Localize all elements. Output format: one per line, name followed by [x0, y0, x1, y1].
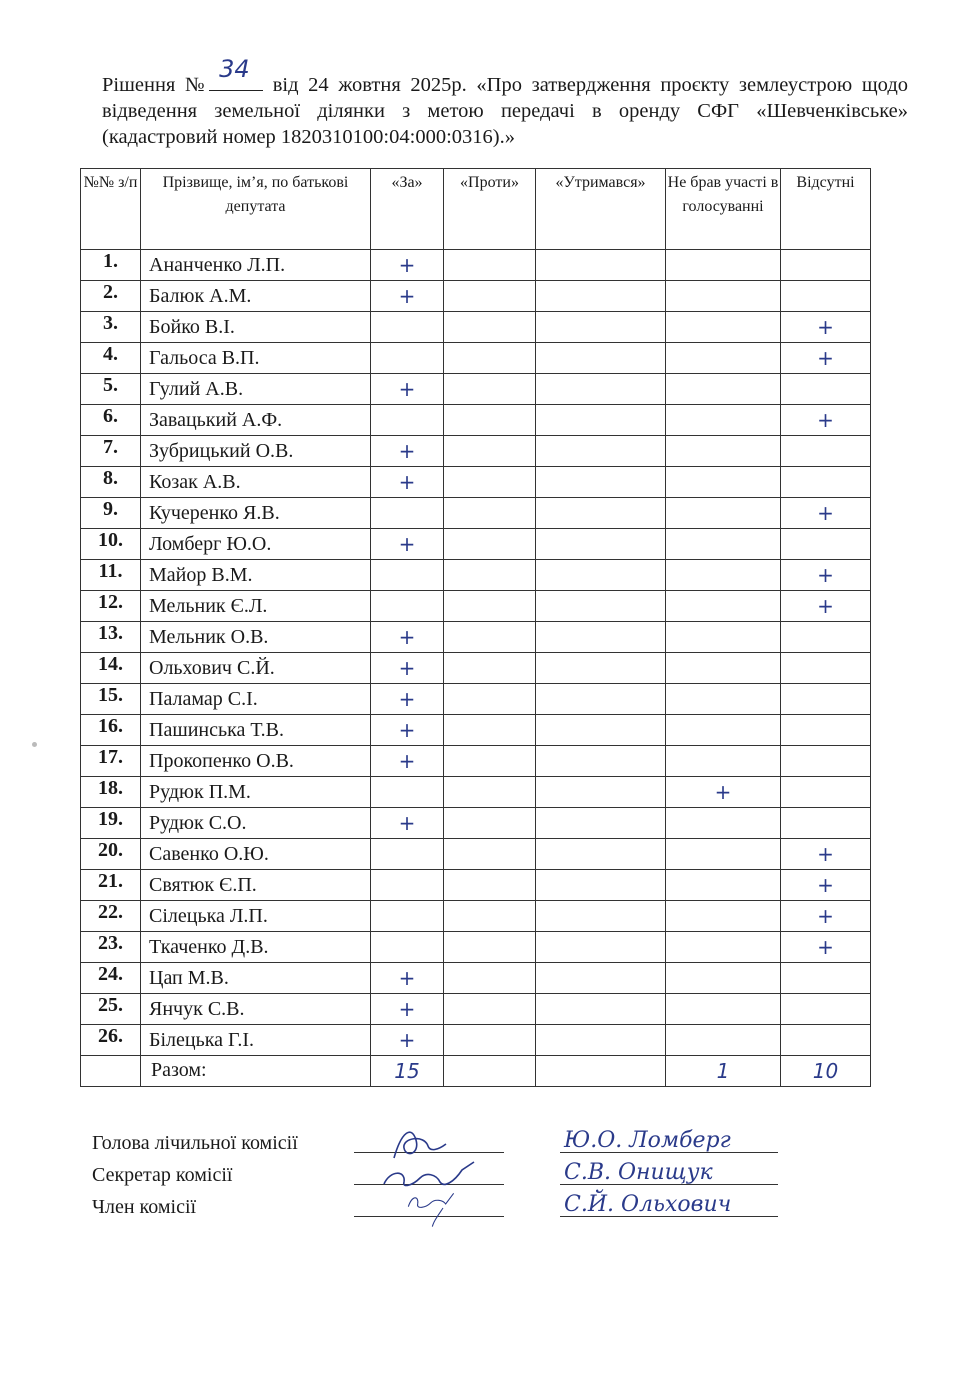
- table-row: [81, 684, 871, 715]
- vote-absent-cell: +: [781, 312, 871, 343]
- vote-absent-cell: +: [781, 591, 871, 622]
- deputy-name: Рудюк С.О.: [141, 808, 371, 839]
- vote-against-cell: [444, 312, 536, 343]
- table-row: [81, 343, 871, 374]
- table-row: [81, 622, 871, 653]
- table-row: [81, 405, 871, 436]
- vote-abstain-cell: [536, 963, 666, 994]
- vote-not-voting-cell: [666, 901, 781, 932]
- header-name: Прізвище, ім’я, по батькові депутата: [141, 169, 371, 250]
- vote-not-voting-cell: +: [666, 777, 781, 808]
- row-number: 12.: [81, 591, 141, 622]
- vote-against-cell: [444, 529, 536, 560]
- vote-against-cell: [444, 653, 536, 684]
- deputy-name: Козак А.В.: [141, 467, 371, 498]
- vote-for-cell: [371, 343, 444, 374]
- vote-abstain-cell: [536, 932, 666, 963]
- vote-absent-cell: [781, 963, 871, 994]
- signatory-name: Ю.О. Ломберг: [564, 1128, 731, 1153]
- vote-abstain-cell: [536, 374, 666, 405]
- vote-against-cell: [444, 560, 536, 591]
- vote-not-voting-cell: [666, 1025, 781, 1056]
- deputy-name: Цап М.В.: [141, 963, 371, 994]
- vote-against-cell: [444, 405, 536, 436]
- total-not-voting: 1: [666, 1056, 781, 1087]
- table-row: [81, 653, 871, 684]
- vote-for-cell: [371, 901, 444, 932]
- deputy-name: Ольхович С.Й.: [141, 653, 371, 684]
- row-number: 4.: [81, 343, 141, 374]
- vote-for-cell: [371, 405, 444, 436]
- table-row: [81, 932, 871, 963]
- total-row: [81, 1056, 871, 1087]
- deputy-name: Пашинська Т.В.: [141, 715, 371, 746]
- vote-for-cell: +: [371, 653, 444, 684]
- deputy-name: Білецька Г.І.: [141, 1025, 371, 1056]
- vote-abstain-cell: [536, 281, 666, 312]
- vote-against-cell: [444, 467, 536, 498]
- deputy-name: Кучеренко Я.В.: [141, 498, 371, 529]
- vote-against-cell: [444, 839, 536, 870]
- table-body: [81, 250, 871, 1056]
- vote-for-cell: +: [371, 994, 444, 1025]
- vote-for-cell: +: [371, 529, 444, 560]
- row-number: 3.: [81, 312, 141, 343]
- row-number: 5.: [81, 374, 141, 405]
- signature-role: Секретар комісії: [92, 1164, 233, 1186]
- table-row: [81, 312, 871, 343]
- vote-abstain-cell: [536, 901, 666, 932]
- decision-text: від 24 жовтня 2025р. «Про затвердження проєкту землеустрою щодо відведення земельної ділянки з метою передачі в оренду СФГ «Шевченківське» (кадастровий номер 1820310100:04:000:0316).»: [102, 74, 908, 148]
- row-number: 14.: [81, 653, 141, 684]
- handwritten-signature: [354, 1188, 504, 1228]
- vote-against-cell: [444, 901, 536, 932]
- vote-for-cell: [371, 777, 444, 808]
- deputy-name: Прокопенко О.В.: [141, 746, 371, 777]
- table-row: [81, 870, 871, 901]
- vote-abstain-cell: [536, 777, 666, 808]
- vote-not-voting-cell: [666, 653, 781, 684]
- total-for: 15: [371, 1056, 444, 1087]
- vote-for-cell: +: [371, 684, 444, 715]
- signature-role: Член комісії: [92, 1196, 197, 1218]
- vote-absent-cell: [781, 808, 871, 839]
- table-row: [81, 250, 871, 281]
- vote-absent-cell: +: [781, 932, 871, 963]
- vote-against-cell: [444, 1025, 536, 1056]
- vote-not-voting-cell: [666, 932, 781, 963]
- vote-not-voting-cell: [666, 622, 781, 653]
- vote-abstain-cell: [536, 560, 666, 591]
- vote-absent-cell: [781, 529, 871, 560]
- vote-against-cell: [444, 808, 536, 839]
- row-number: 25.: [81, 994, 141, 1025]
- vote-for-cell: +: [371, 250, 444, 281]
- vote-for-cell: +: [371, 808, 444, 839]
- row-number: 6.: [81, 405, 141, 436]
- vote-absent-cell: [781, 746, 871, 777]
- deputy-name: Зубрицький О.В.: [141, 436, 371, 467]
- table-row: [81, 467, 871, 498]
- vote-for-cell: +: [371, 715, 444, 746]
- vote-for-cell: [371, 560, 444, 591]
- table-header-row: [81, 169, 871, 250]
- table-row: [81, 374, 871, 405]
- vote-not-voting-cell: [666, 715, 781, 746]
- row-number: 1.: [81, 250, 141, 281]
- vote-not-voting-cell: [666, 963, 781, 994]
- table-row: [81, 994, 871, 1025]
- vote-abstain-cell: [536, 808, 666, 839]
- table-row: [81, 963, 871, 994]
- vote-absent-cell: +: [781, 405, 871, 436]
- vote-for-cell: +: [371, 622, 444, 653]
- deputy-name: Бойко В.І.: [141, 312, 371, 343]
- row-number: 20.: [81, 839, 141, 870]
- vote-not-voting-cell: [666, 250, 781, 281]
- total-num-cell: [81, 1056, 141, 1087]
- vote-absent-cell: [781, 622, 871, 653]
- vote-against-cell: [444, 436, 536, 467]
- table-row: [81, 591, 871, 622]
- row-number: 26.: [81, 1025, 141, 1056]
- deputy-name: Савенко О.Ю.: [141, 839, 371, 870]
- deputy-name: Рудюк П.М.: [141, 777, 371, 808]
- decision-number: 34: [219, 55, 250, 83]
- signature-row: [92, 1194, 872, 1224]
- total-abstain: [536, 1056, 666, 1087]
- table-row: [81, 281, 871, 312]
- vote-not-voting-cell: [666, 467, 781, 498]
- vote-against-cell: [444, 777, 536, 808]
- vote-not-voting-cell: [666, 870, 781, 901]
- vote-absent-cell: [781, 436, 871, 467]
- vote-against-cell: [444, 746, 536, 777]
- vote-absent-cell: [781, 653, 871, 684]
- table-row: [81, 901, 871, 932]
- vote-abstain-cell: [536, 653, 666, 684]
- vote-absent-cell: [781, 715, 871, 746]
- signature-role: Голова лічильної комісії: [92, 1132, 298, 1154]
- table-row: [81, 808, 871, 839]
- vote-absent-cell: +: [781, 901, 871, 932]
- deputy-name: Майор В.М.: [141, 560, 371, 591]
- total-absent: 10: [781, 1056, 871, 1087]
- vote-abstain-cell: [536, 1025, 666, 1056]
- vote-for-cell: +: [371, 374, 444, 405]
- header-abstain: «Утримався»: [536, 169, 666, 250]
- row-number: 2.: [81, 281, 141, 312]
- header-against: «Проти»: [444, 169, 536, 250]
- vote-not-voting-cell: [666, 560, 781, 591]
- table-row: [81, 529, 871, 560]
- header-for: «За»: [371, 169, 444, 250]
- decision-number-field: [209, 55, 263, 91]
- vote-against-cell: [444, 870, 536, 901]
- deputy-name: Святюк Є.П.: [141, 870, 371, 901]
- vote-not-voting-cell: [666, 312, 781, 343]
- vote-for-cell: [371, 591, 444, 622]
- row-number: 11.: [81, 560, 141, 591]
- row-number: 21.: [81, 870, 141, 901]
- vote-absent-cell: +: [781, 343, 871, 374]
- vote-absent-cell: [781, 467, 871, 498]
- vote-abstain-cell: [536, 405, 666, 436]
- vote-absent-cell: [781, 684, 871, 715]
- vote-against-cell: [444, 343, 536, 374]
- vote-absent-cell: +: [781, 560, 871, 591]
- signatory-name: С.Й. Ольхович: [564, 1192, 732, 1217]
- vote-not-voting-cell: [666, 343, 781, 374]
- table-row: [81, 777, 871, 808]
- vote-not-voting-cell: [666, 808, 781, 839]
- vote-for-cell: +: [371, 963, 444, 994]
- deputy-name: Паламар С.І.: [141, 684, 371, 715]
- vote-not-voting-cell: [666, 746, 781, 777]
- vote-not-voting-cell: [666, 436, 781, 467]
- vote-for-cell: [371, 312, 444, 343]
- vote-against-cell: [444, 498, 536, 529]
- vote-absent-cell: [781, 777, 871, 808]
- vote-abstain-cell: [536, 839, 666, 870]
- row-number: 17.: [81, 746, 141, 777]
- vote-abstain-cell: [536, 622, 666, 653]
- signatory-name: С.В. Онищук: [564, 1160, 713, 1185]
- vote-for-cell: [371, 932, 444, 963]
- vote-absent-cell: [781, 994, 871, 1025]
- total-against: [444, 1056, 536, 1087]
- vote-for-cell: +: [371, 746, 444, 777]
- vote-absent-cell: [781, 250, 871, 281]
- total-label: Разом:: [141, 1056, 371, 1087]
- signature-block: [92, 1130, 872, 1260]
- vote-against-cell: [444, 591, 536, 622]
- row-number: 24.: [81, 963, 141, 994]
- vote-against-cell: [444, 963, 536, 994]
- vote-abstain-cell: [536, 529, 666, 560]
- row-number: 9.: [81, 498, 141, 529]
- vote-not-voting-cell: [666, 591, 781, 622]
- vote-against-cell: [444, 994, 536, 1025]
- vote-for-cell: [371, 870, 444, 901]
- table-row: [81, 498, 871, 529]
- vote-for-cell: +: [371, 281, 444, 312]
- vote-not-voting-cell: [666, 281, 781, 312]
- vote-not-voting-cell: [666, 405, 781, 436]
- vote-against-cell: [444, 684, 536, 715]
- header-absent: Відсутні: [781, 169, 871, 250]
- vote-abstain-cell: [536, 498, 666, 529]
- vote-not-voting-cell: [666, 374, 781, 405]
- table-row: [81, 839, 871, 870]
- vote-not-voting-cell: [666, 684, 781, 715]
- deputy-name: Мельник Є.Л.: [141, 591, 371, 622]
- row-number: 23.: [81, 932, 141, 963]
- header-not-voting: Не брав участі в голосуванні: [666, 169, 781, 250]
- deputy-name: Мельник О.В.: [141, 622, 371, 653]
- deputy-name: Ананченко Л.П.: [141, 250, 371, 281]
- row-number: 18.: [81, 777, 141, 808]
- voting-table: [80, 168, 871, 1087]
- deputy-name: Ломберг Ю.О.: [141, 529, 371, 560]
- table-row: [81, 560, 871, 591]
- vote-absent-cell: [781, 374, 871, 405]
- vote-for-cell: [371, 839, 444, 870]
- scan-speck: [32, 742, 37, 747]
- vote-for-cell: +: [371, 1025, 444, 1056]
- decision-prefix: Рішення №: [102, 74, 210, 96]
- vote-not-voting-cell: [666, 498, 781, 529]
- row-number: 13.: [81, 622, 141, 653]
- vote-abstain-cell: [536, 343, 666, 374]
- vote-abstain-cell: [536, 994, 666, 1025]
- vote-for-cell: +: [371, 436, 444, 467]
- vote-abstain-cell: [536, 870, 666, 901]
- vote-not-voting-cell: [666, 994, 781, 1025]
- row-number: 19.: [81, 808, 141, 839]
- vote-against-cell: [444, 281, 536, 312]
- vote-abstain-cell: [536, 591, 666, 622]
- vote-against-cell: [444, 715, 536, 746]
- table-row: [81, 715, 871, 746]
- table-row: [81, 1025, 871, 1056]
- decision-heading: [102, 55, 908, 150]
- vote-absent-cell: [781, 1025, 871, 1056]
- table-row: [81, 746, 871, 777]
- deputy-name: Гальоса В.П.: [141, 343, 371, 374]
- row-number: 15.: [81, 684, 141, 715]
- vote-against-cell: [444, 250, 536, 281]
- table-row: [81, 436, 871, 467]
- deputy-name: Завацький А.Ф.: [141, 405, 371, 436]
- vote-not-voting-cell: [666, 529, 781, 560]
- vote-for-cell: [371, 498, 444, 529]
- row-number: 7.: [81, 436, 141, 467]
- vote-for-cell: +: [371, 467, 444, 498]
- deputy-name: Балюк А.М.: [141, 281, 371, 312]
- vote-not-voting-cell: [666, 839, 781, 870]
- vote-abstain-cell: [536, 467, 666, 498]
- vote-absent-cell: +: [781, 839, 871, 870]
- row-number: 10.: [81, 529, 141, 560]
- vote-absent-cell: +: [781, 498, 871, 529]
- deputy-name: Гулий А.В.: [141, 374, 371, 405]
- row-number: 16.: [81, 715, 141, 746]
- vote-abstain-cell: [536, 715, 666, 746]
- vote-against-cell: [444, 622, 536, 653]
- vote-against-cell: [444, 374, 536, 405]
- deputy-name: Ткаченко Д.В.: [141, 932, 371, 963]
- vote-abstain-cell: [536, 250, 666, 281]
- row-number: 8.: [81, 467, 141, 498]
- deputy-name: Янчук С.В.: [141, 994, 371, 1025]
- vote-abstain-cell: [536, 312, 666, 343]
- vote-abstain-cell: [536, 746, 666, 777]
- vote-abstain-cell: [536, 684, 666, 715]
- row-number: 22.: [81, 901, 141, 932]
- vote-against-cell: [444, 932, 536, 963]
- vote-abstain-cell: [536, 436, 666, 467]
- header-num: №№ з/п: [81, 169, 141, 250]
- vote-absent-cell: +: [781, 870, 871, 901]
- vote-absent-cell: [781, 281, 871, 312]
- deputy-name: Сілецька Л.П.: [141, 901, 371, 932]
